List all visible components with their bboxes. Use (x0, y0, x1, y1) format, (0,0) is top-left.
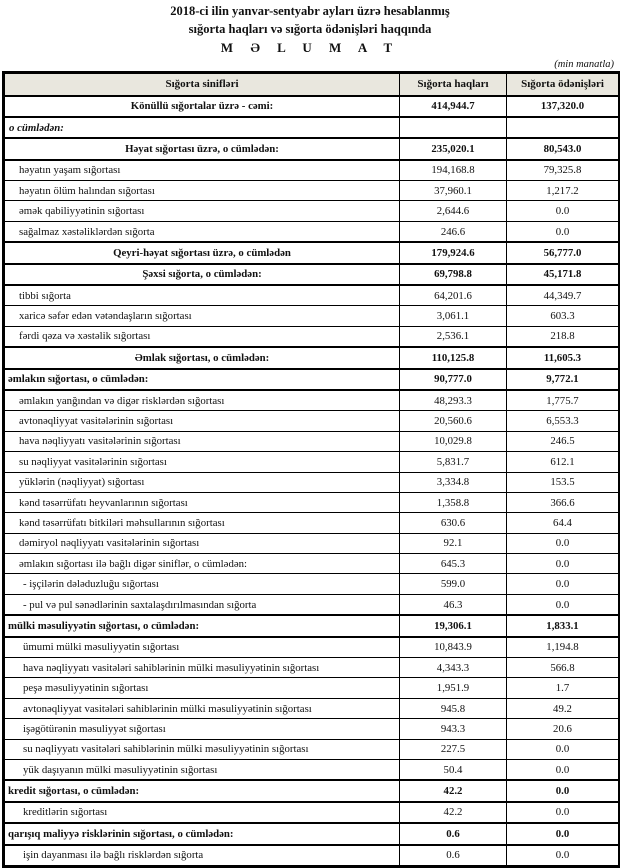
row-label: yüklərin (nəqliyyat) sığortası (4, 472, 400, 492)
premiums-value: 20,560.6 (400, 411, 507, 431)
premiums-value: 92.1 (400, 533, 507, 553)
row-label: kreditlərin sığortası (4, 802, 400, 823)
table-row (4, 181, 620, 201)
premiums-value: 10,029.8 (400, 431, 507, 451)
table-row (4, 594, 620, 615)
table-row (4, 739, 620, 759)
insurance-table (2, 71, 620, 868)
row-label: peşə məsuliyyətinin sığortası (4, 678, 400, 698)
payments-value: 218.8 (507, 326, 620, 347)
row-label: - pul və pul sənədlərinin saxtalaşdırılmasından sığorta (4, 594, 400, 615)
row-label: yük daşıyanın mülki məsuliyyətinin sığortası (4, 760, 400, 781)
report-title-main: M Ə L U M A T (220, 40, 400, 55)
payments-value: 603.3 (507, 306, 620, 326)
row-label: kənd təsərrüfatı bitkiləri məhsullarının sığortası (4, 513, 400, 533)
table-row (4, 554, 620, 574)
payments-value: 0.0 (507, 574, 620, 594)
table-row (4, 347, 620, 368)
table-row (4, 472, 620, 492)
payments-value: 80,543.0 (507, 138, 620, 159)
table-header-row (4, 72, 620, 96)
table-row (4, 845, 620, 867)
premiums-value: 945.8 (400, 698, 507, 718)
table-row (4, 411, 620, 431)
payments-value: 153.5 (507, 472, 620, 492)
premiums-value: 943.3 (400, 719, 507, 739)
premiums-value: 37,960.1 (400, 181, 507, 201)
column-header-classes: Sığorta sinifləri (4, 72, 400, 96)
premiums-value (400, 117, 507, 138)
payments-value (507, 117, 620, 138)
column-header-premiums: Sığorta haqları (400, 72, 507, 96)
table-row (4, 658, 620, 678)
premiums-value: 246.6 (400, 221, 507, 242)
row-label: kənd təsərrüfatı heyvanlarının sığortası (4, 492, 400, 512)
payments-value: 1.7 (507, 678, 620, 698)
premiums-value: 4,343.3 (400, 658, 507, 678)
table-row (4, 242, 620, 263)
table-row (4, 719, 620, 739)
premiums-value: 64,201.6 (400, 285, 507, 306)
payments-value: 64.4 (507, 513, 620, 533)
report-title (0, 0, 620, 57)
payments-value: 0.0 (507, 760, 620, 781)
report-title-line2: sığorta haqları və sığorta ödənişləri haqqında (188, 21, 432, 36)
column-header-payments: Sığorta ödənişləri (507, 72, 620, 96)
payments-value: 0.0 (507, 780, 620, 801)
row-label: avtonəqliyyat vasitələrinin sığortası (4, 411, 400, 431)
table-row (4, 201, 620, 221)
table-row (4, 285, 620, 306)
table-row (4, 574, 620, 594)
row-label: tibbi sığorta (4, 285, 400, 306)
table-row (4, 117, 620, 138)
table-row (4, 306, 620, 326)
payments-value: 246.5 (507, 431, 620, 451)
row-label: Şəxsi sığorta, o cümlədən: (4, 264, 400, 285)
table-row (4, 513, 620, 533)
premiums-value: 46.3 (400, 594, 507, 615)
row-label: həyatın yaşam sığortası (4, 160, 400, 181)
premiums-value: 50.4 (400, 760, 507, 781)
table-row (4, 369, 620, 390)
payments-value: 612.1 (507, 452, 620, 472)
premiums-value: 235,020.1 (400, 138, 507, 159)
table-row (4, 802, 620, 823)
payments-value: 79,325.8 (507, 160, 620, 181)
table-row (4, 431, 620, 451)
premiums-value: 0.6 (400, 845, 507, 867)
payments-value: 1,775.7 (507, 390, 620, 411)
table-row (4, 533, 620, 553)
premiums-value: 10,843.9 (400, 637, 507, 658)
payments-value: 45,171.8 (507, 264, 620, 285)
payments-value: 44,349.7 (507, 285, 620, 306)
row-label: avtonəqliyyat vasitələri sahiblərinin mülki məsuliyyətinin sığortası (4, 698, 400, 718)
payments-value: 20.6 (507, 719, 620, 739)
payments-value: 0.0 (507, 739, 620, 759)
payments-value: 1,194.8 (507, 637, 620, 658)
row-label: Əmlak sığortası, o cümlədən: (4, 347, 400, 368)
premiums-value: 630.6 (400, 513, 507, 533)
row-label: kredit sığortası, o cümlədən: (4, 780, 400, 801)
row-label: hava nəqliyyatı vasitələri sahiblərinin mülki məsuliyyətinin sığortası (4, 658, 400, 678)
payments-value: 137,320.0 (507, 96, 620, 117)
row-label: əmək qabiliyyətinin sığortası (4, 201, 400, 221)
premiums-value: 5,831.7 (400, 452, 507, 472)
table-row (4, 780, 620, 801)
row-label: əmlakın sığortası, o cümlədən: (4, 369, 400, 390)
premiums-value: 90,777.0 (400, 369, 507, 390)
report-title-line1: 2018-ci ilin yanvar-sentyabr ayları üzrə hesablanmış (170, 4, 450, 18)
table-row (4, 96, 620, 117)
premiums-value: 1,358.8 (400, 492, 507, 512)
premiums-value: 42.2 (400, 780, 507, 801)
table-row (4, 678, 620, 698)
payments-value: 0.0 (507, 802, 620, 823)
premiums-value: 110,125.8 (400, 347, 507, 368)
payments-value: 366.6 (507, 492, 620, 512)
row-label: Könüllü sığortalar üzrə - cəmi: (4, 96, 400, 117)
row-label: sağalmaz xəstəliklərdən sığorta (4, 221, 400, 242)
payments-value: 6,553.3 (507, 411, 620, 431)
table-row (4, 760, 620, 781)
payments-value: 56,777.0 (507, 242, 620, 263)
table-row (4, 138, 620, 159)
table-row (4, 264, 620, 285)
table-row (4, 390, 620, 411)
row-label: işin dayanması ilə bağlı risklərdən sığorta (4, 845, 400, 867)
premiums-value: 48,293.3 (400, 390, 507, 411)
row-label: hava nəqliyyatı vasitələrinin sığortası (4, 431, 400, 451)
row-label: Həyat sığortası üzrə, o cümlədən: (4, 138, 400, 159)
row-label: dəmiryol nəqliyyatı vasitələrinin sığortası (4, 533, 400, 553)
payments-value: 49.2 (507, 698, 620, 718)
row-label: ümumi mülki məsuliyyətin sığortası (4, 637, 400, 658)
row-label: qarışıq maliyyə risklərinin sığortası, o cümlədən: (4, 823, 400, 844)
table-row (4, 823, 620, 844)
premiums-value: 3,061.1 (400, 306, 507, 326)
row-label: mülki məsuliyyətin sığortası, o cümlədən: (4, 615, 400, 636)
payments-value: 1,833.1 (507, 615, 620, 636)
table-row (4, 492, 620, 512)
unit-note: (min manatla) (554, 58, 614, 70)
premiums-value: 19,306.1 (400, 615, 507, 636)
premiums-value: 3,334.8 (400, 472, 507, 492)
row-label: - işçilərin dələduzluğu sığortası (4, 574, 400, 594)
row-label: o cümlədən: (4, 117, 400, 138)
payments-value: 0.0 (507, 533, 620, 553)
table-row (4, 637, 620, 658)
premiums-value: 179,924.6 (400, 242, 507, 263)
table-row (4, 615, 620, 636)
payments-value: 0.0 (507, 201, 620, 221)
table-row (4, 698, 620, 718)
payments-value: 0.0 (507, 221, 620, 242)
row-label: əmlakın sığortası ilə bağlı digər siniflər, o cümlədən: (4, 554, 400, 574)
row-label: xaricə səfər edən vətəndaşların sığortası (4, 306, 400, 326)
payments-value: 0.0 (507, 554, 620, 574)
table-row (4, 160, 620, 181)
row-label: həyatın ölüm halından sığortası (4, 181, 400, 201)
premiums-value: 1,951.9 (400, 678, 507, 698)
premiums-value: 194,168.8 (400, 160, 507, 181)
premiums-value: 645.3 (400, 554, 507, 574)
premiums-value: 0.6 (400, 823, 507, 844)
premiums-value: 2,644.6 (400, 201, 507, 221)
table-row (4, 326, 620, 347)
row-label: əmlakın yanğından və digər risklərdən sığortası (4, 390, 400, 411)
table-row (4, 221, 620, 242)
payments-value: 0.0 (507, 845, 620, 867)
payments-value: 11,605.3 (507, 347, 620, 368)
premiums-value: 414,944.7 (400, 96, 507, 117)
row-label: fərdi qəza və xəstəlik sığortası (4, 326, 400, 347)
premiums-value: 2,536.1 (400, 326, 507, 347)
premiums-value: 42.2 (400, 802, 507, 823)
payments-value: 9,772.1 (507, 369, 620, 390)
payments-value: 566.8 (507, 658, 620, 678)
payments-value: 1,217.2 (507, 181, 620, 201)
row-label: su nəqliyyatı vasitələri sahiblərinin mülki məsuliyyətinin sığortası (4, 739, 400, 759)
row-label: Qeyri-həyat sığortası üzrə, o cümlədən (4, 242, 400, 263)
premiums-value: 227.5 (400, 739, 507, 759)
row-label: su nəqliyyat vasitələrinin sığortası (4, 452, 400, 472)
premiums-value: 599.0 (400, 574, 507, 594)
payments-value: 0.0 (507, 594, 620, 615)
payments-value: 0.0 (507, 823, 620, 844)
premiums-value: 69,798.8 (400, 264, 507, 285)
row-label: işəgötürənin məsuliyyət sığortası (4, 719, 400, 739)
table-body (4, 96, 620, 867)
table-row (4, 452, 620, 472)
